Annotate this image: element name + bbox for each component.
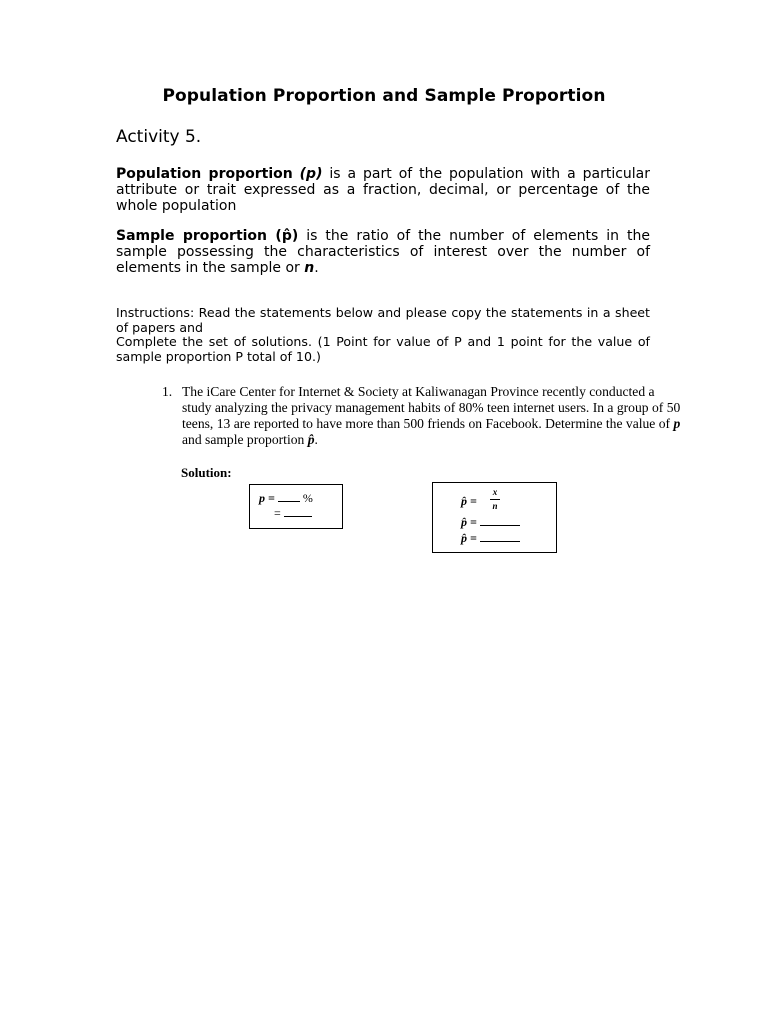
box2-phat-symbol: p̂ — [461, 494, 467, 508]
problem-phat-symbol: p̂ — [307, 432, 315, 447]
box2-phat-symbol-3: p̂ — [461, 531, 467, 545]
solution-box-sample — [432, 482, 557, 553]
box1-percent-blank — [278, 492, 300, 502]
sample-proportion-text: is the ratio of the number of elements in the sample possessing the characteristics of interest over the number of elements in the sample or — [116, 228, 650, 276]
fraction-numerator: x — [492, 487, 498, 497]
box1-line-2 — [274, 506, 312, 521]
sample-proportion-term: Sample proportion (p̂) — [116, 228, 299, 244]
box1-p-symbol: p — [259, 491, 265, 505]
solution-label: Solution: — [181, 465, 232, 480]
box1-percent-sign: % — [302, 491, 313, 505]
activity-heading: Activity 5. — [116, 127, 202, 147]
problem-number: 1. — [162, 384, 173, 399]
instructions-line-2: Complete the set of solutions. (1 Point for value of P and 1 point for the value of sample proportion P total of 10.) — [116, 334, 650, 364]
sample-proportion-end: . — [314, 260, 319, 276]
instructions-line-1: Instructions: Read the statements below and please copy the statements in a sheet of papers and — [116, 305, 650, 335]
box1-decimal-blank — [284, 507, 312, 517]
box1-equals-2: = — [274, 506, 281, 520]
instructions — [116, 306, 650, 364]
fraction-bar — [490, 499, 500, 500]
fraction-denominator: n — [492, 501, 498, 511]
box2-fraction-blank — [480, 516, 520, 526]
problem-p-symbol: p — [673, 416, 681, 431]
box2-equals: = — [470, 494, 477, 508]
population-proportion-term: Population proportion — [116, 166, 293, 182]
page-title: Population Proportion and Sample Proportion — [162, 86, 606, 106]
population-proportion-definition — [116, 166, 650, 214]
solution-box-population — [249, 484, 343, 529]
problem-text-part-a: The iCare Center for Internet & Society at Kaliwanagan Province recently conducted a study analyzing the privacy management habits of 80% teen internet users. In a group of 50 teens, 13 are reported to have more than 500 friends on Facebook. Determine the value of — [182, 384, 681, 431]
problem-text — [182, 384, 682, 448]
box2-line-3 — [461, 531, 520, 546]
sample-proportion-definition — [116, 228, 650, 276]
population-proportion-text: is a part of the population with a particular attribute or trait expressed as a fraction, decimal, or percentage of the whole population — [116, 166, 651, 214]
population-proportion-symbol: (p) — [299, 166, 323, 182]
box2-equals-3: = — [470, 531, 477, 545]
box2-equals-2: = — [470, 515, 477, 529]
box2-formula — [461, 494, 477, 509]
problem-text-part-b: and sample proportion — [182, 432, 308, 447]
box2-phat-symbol-2: p̂ — [461, 515, 467, 529]
box2-decimal-blank — [480, 532, 520, 542]
box2-line-2 — [461, 515, 520, 530]
box1-line-1 — [259, 491, 313, 506]
problem-text-end: . — [314, 432, 318, 447]
box1-equals: = — [268, 491, 275, 505]
sample-size-symbol: n — [304, 260, 315, 276]
